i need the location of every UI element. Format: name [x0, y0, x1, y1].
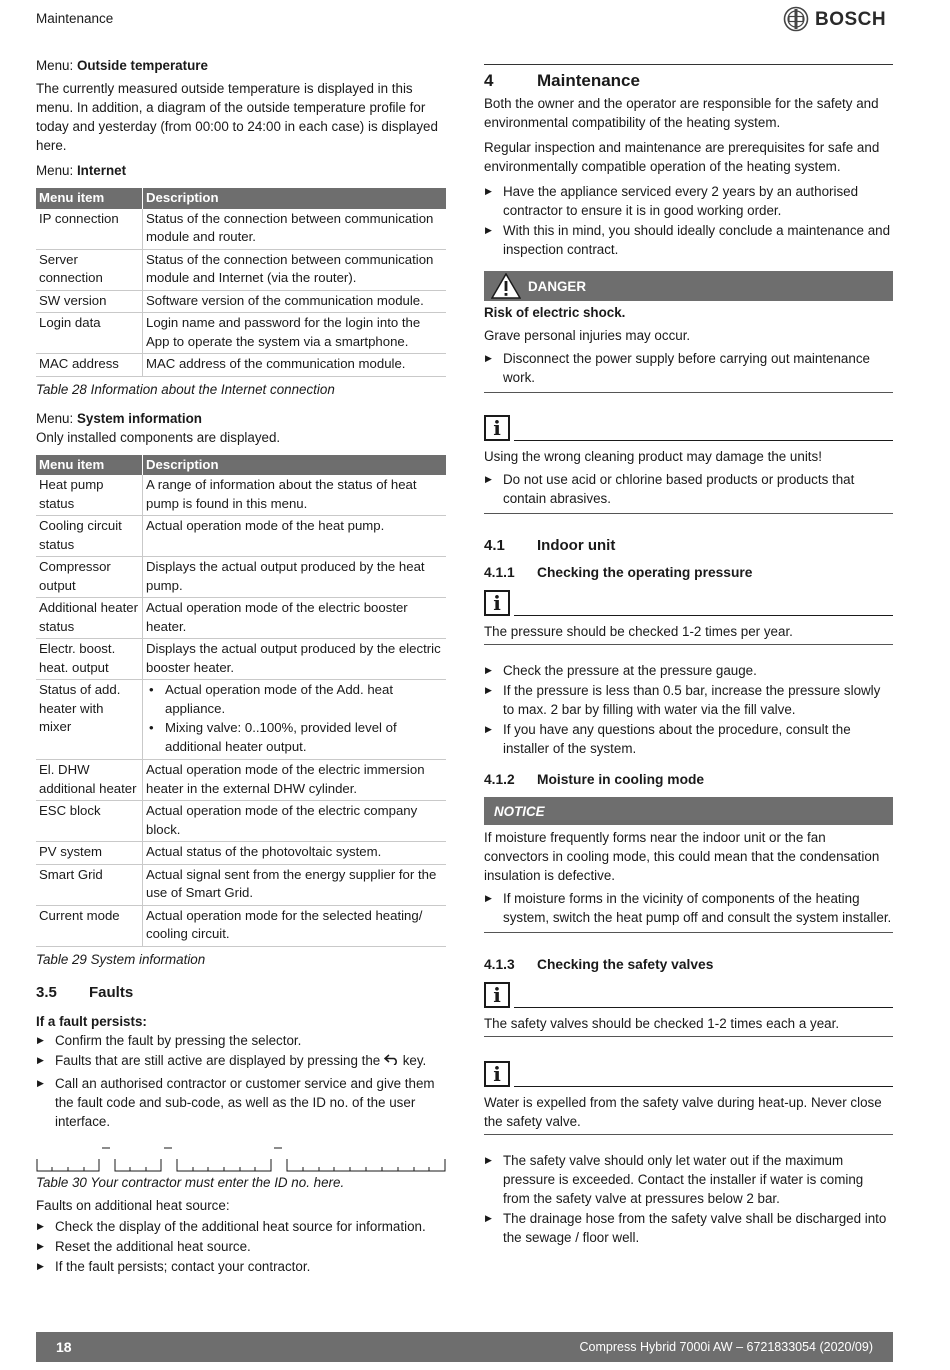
info-text: The pressure should be checked 1-2 times per year.: [484, 622, 893, 645]
info-icon: i: [484, 415, 510, 441]
table-row: Cooling circuit status Actual operation mode of the heat pump.: [36, 516, 446, 557]
faults-heading: 3.5 Faults: [36, 983, 134, 1001]
info-text: The safety valves should be checked 1-2 times each a year.: [484, 1014, 893, 1037]
list-item: ▶ Check the pressure at the pressure gauge.: [484, 661, 893, 680]
table-row: SW version Software version of the communication module.: [36, 290, 446, 313]
list-item: ▶ The drainage hose from the safety valve shall be discharged into the sewage / floor well.: [484, 1209, 893, 1247]
info-icon: i: [484, 982, 510, 1008]
right-column: [484, 64, 893, 1248]
additional-heat-steps: [36, 1217, 446, 1276]
table-row: PV system Actual status of the photovoltaic system.: [36, 842, 446, 865]
table-header: Description: [143, 455, 447, 476]
table-row: Compressor output Displays the actual output produced by the heat pump.: [36, 557, 446, 598]
danger-text: Grave personal injuries may occur.: [484, 328, 691, 343]
table-header: Description: [143, 188, 447, 209]
bosch-logo: [783, 6, 886, 32]
list-item: ▶ The safety valve should only let water out if the maximum pressure is exceeded. Contact the installer if water is coming from the safety valve at pressures below 2 bar.: [484, 1151, 893, 1208]
outside-menu-heading: Menu: Outside temperature: [36, 58, 208, 73]
table-row: Current mode Actual operation mode for the selected heating/ cooling circuit.: [36, 905, 446, 946]
notice-banner: NOTICE: [484, 797, 893, 825]
sysinfo-menu-heading: Menu: System information: [36, 410, 202, 426]
info-icon: i: [484, 1061, 510, 1087]
table-row: IP connection Status of the connection between communication module and router.: [36, 209, 446, 250]
maintenance-steps: [484, 182, 893, 259]
maintenance-heading: 4 Maintenance: [484, 71, 640, 90]
danger-title: Risk of electric shock.: [484, 305, 626, 320]
header-section: Maintenance: [36, 11, 114, 26]
fault-steps: [36, 1031, 446, 1131]
internet-table: [36, 188, 446, 377]
table-row: ESC block Actual operation mode of the electric company block.: [36, 801, 446, 842]
danger-label: DANGER: [528, 278, 587, 294]
list-item: ▶ If moisture forms in the vicinity of components of the heating system, switch the heat pump off and consult the system installer.: [484, 889, 893, 927]
list-item: ▶ Disconnect the power supply before carrying out maintenance work.: [484, 349, 893, 387]
pressure-steps: [484, 661, 893, 758]
table-header: Menu item: [36, 455, 143, 476]
table-row: El. DHW additional heater Actual operation mode of the electric immersion heater in the external DHW cylinder.: [36, 760, 446, 801]
fault-persist-heading: If a fault persists:: [36, 1013, 147, 1029]
list-item: • Actual operation mode of the Add. heat appliance.: [146, 681, 443, 718]
id-number-entry-field[interactable]: [36, 1145, 446, 1173]
table-row: Heat pump status A range of information about the status of heat pump is found in this menu.: [36, 475, 446, 516]
internet-menu-heading: Menu: Internet: [36, 163, 127, 178]
table-caption: Table 30 Your contractor must enter the ID no. here.: [36, 1174, 345, 1190]
sysinfo-subtitle: Only installed components are displayed.: [36, 429, 281, 445]
document-id: Compress Hybrid 7000i AW – 6721833054 (2020/09): [579, 1339, 873, 1354]
info-steps: [484, 470, 893, 514]
table-row: Login data Login name and password for the login into the App to operate the system via a smartphone.: [36, 313, 446, 354]
list-item: ▶ Do not use acid or chlorine based products or products that contain abrasives.: [484, 470, 893, 508]
table-header: Menu item: [36, 188, 143, 209]
list-item: ▶ Reset the additional heat source.: [36, 1237, 446, 1256]
system-info-table: [36, 455, 446, 947]
table-row: Server connection Status of the connection between communication module and Internet (via the router).: [36, 249, 446, 290]
maintenance-paragraph: Both the owner and the operator are responsible for the safety and environmental compatibility of the heating system.: [484, 96, 879, 130]
table-row: Electr. boost. heat. output Displays the actual output produced by the electric booster heater.: [36, 639, 446, 680]
list-item: ▶ Have the appliance serviced every 2 years by an authorised contractor to ensure it is in good working order.: [484, 182, 893, 220]
mixer-bullets: [146, 681, 443, 756]
pressure-heading: 4.1.1 Checking the operating pressure: [484, 565, 753, 580]
indoor-unit-heading: 4.1 Indoor unit: [484, 537, 616, 554]
page-number: 18: [56, 1338, 72, 1355]
table-row: Smart Grid Actual signal sent from the energy supplier for the use of Smart Grid.: [36, 864, 446, 905]
moisture-heading: 4.1.2 Moisture in cooling mode: [484, 772, 705, 787]
left-column: [36, 56, 446, 1277]
moisture-text: If moisture frequently forms near the indoor unit or the fan convectors in cooling mode, this could mean that the condensation insulation is defective.: [484, 830, 880, 883]
info-text: Using the wrong cleaning product may damage the units!: [484, 449, 822, 464]
outside-paragraph: The currently measured outside temperature is displayed in this menu. In addition, a diagram of the outside temperature profile for today and yesterday (from 00:00 to 24:00 in each case) is displayed here.: [36, 81, 438, 153]
table-caption: Table 29 System information: [36, 951, 206, 967]
table-caption: Table 28 Information about the Internet connection: [36, 381, 335, 397]
maintenance-paragraph: Regular inspection and maintenance are prerequisites for safe and environmentally compatible operation of the heating system.: [484, 140, 880, 174]
table-row: Status of add. heater with mixer • Actual operation mode of the Add. heat appliance. • Mixing valve: 0..100%, provided level of additional heater output.: [36, 680, 446, 760]
bosch-armature-icon: [783, 6, 809, 32]
danger-banner: [484, 271, 893, 301]
moisture-steps: [484, 889, 893, 933]
info-text: Water is expelled from the safety valve during heat-up. Never close the safety valve.: [484, 1093, 893, 1135]
page-footer: [36, 1332, 893, 1362]
additional-heat-intro: Faults on additional heat source:: [36, 1197, 230, 1213]
list-item: • Mixing valve: 0..100%, provided level of additional heater output.: [146, 719, 443, 756]
danger-steps: [484, 349, 893, 393]
safety-steps: [484, 1151, 893, 1247]
safety-valves-heading: 4.1.3 Checking the safety valves: [484, 957, 714, 972]
list-item: ▶ If the pressure is less than 0.5 bar, increase the pressure slowly to max. 2 bar by filling with water via the fill valve.: [484, 681, 893, 719]
list-item: ▶ Call an authorised contractor or customer service and give them the fault code and sub-code, as well as the ID no. of the user interface.: [36, 1074, 446, 1131]
list-item: ▶ Faults that are still active are displayed by pressing the key.: [36, 1051, 446, 1070]
list-item: ▶ With this in mind, you should ideally conclude a maintenance and inspection contract.: [484, 221, 893, 259]
list-item: ▶ If you have any questions about the procedure, consult the installer of the system.: [484, 720, 893, 758]
list-item: ▶ Check the display of the additional heat source for information.: [36, 1217, 446, 1236]
brand-name: BOSCH: [815, 8, 887, 30]
warning-triangle-icon: [491, 273, 521, 299]
return-arrow-icon: [384, 1054, 399, 1065]
list-item: ▶ Confirm the fault by pressing the selector.: [36, 1031, 446, 1050]
table-row: MAC address MAC address of the communication module.: [36, 354, 446, 377]
table-row: Additional heater status Actual operation mode of the electric booster heater.: [36, 598, 446, 639]
info-icon: i: [484, 590, 510, 616]
list-item: ▶ If the fault persists; contact your contractor.: [36, 1257, 446, 1276]
